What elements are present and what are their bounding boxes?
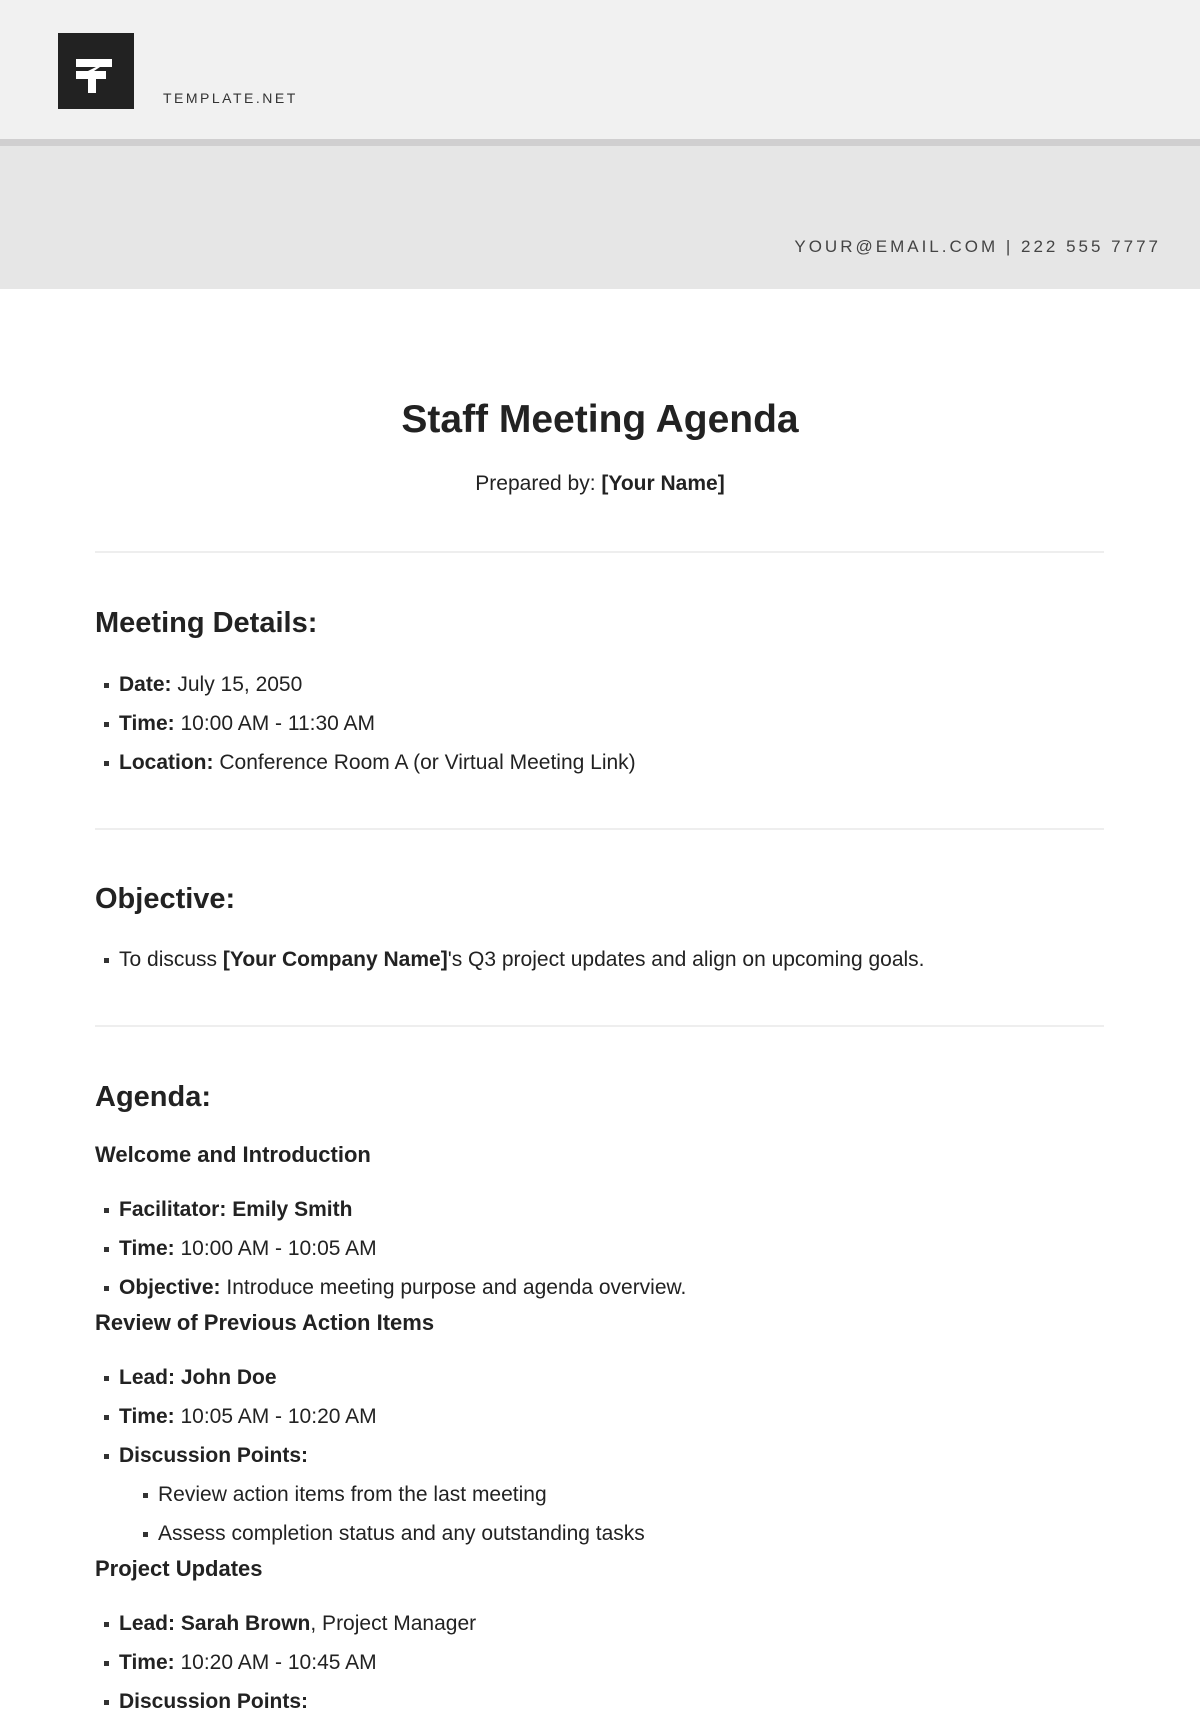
template-logo-icon [58, 33, 134, 109]
header-band [0, 146, 1200, 289]
list-item: Discussion Points: [104, 1436, 645, 1475]
list-item: Time: 10:20 AM - 10:45 AM [104, 1643, 476, 1682]
prepared-by [0, 472, 1200, 496]
list-item: Time: 10:00 AM - 10:05 AM [104, 1229, 686, 1268]
list-item: Objective: Introduce meeting purpose and agenda overview. [104, 1268, 686, 1307]
objective-list [104, 940, 925, 979]
agenda-section-list [104, 1604, 476, 1721]
list-item: Lead: Sarah Brown, Project Manager [104, 1604, 476, 1643]
list-item: Time: 10:05 AM - 10:20 AM [104, 1397, 645, 1436]
list-item: Location: Conference Room A (or Virtual Meeting Link) [104, 743, 636, 782]
brand-name: TEMPLATE.NET [163, 90, 298, 106]
list-item: To discuss [Your Company Name]'s Q3 project updates and align on upcoming goals. [104, 940, 925, 979]
sub-list-item: Assess completion status and any outstanding tasks [104, 1514, 645, 1553]
meeting-details-heading: Meeting Details: [95, 607, 318, 639]
prepared-value: [Your Name] [601, 472, 725, 495]
list-item: Time: 10:00 AM - 11:30 AM [104, 704, 636, 743]
meeting-details-list [104, 665, 636, 782]
objective-heading: Objective: [95, 883, 236, 915]
divider [95, 1025, 1104, 1027]
contact-info: YOUR@EMAIL.COM | 222 555 7777 [794, 237, 1161, 256]
list-item: Date: July 15, 2050 [104, 665, 636, 704]
agenda-heading: Agenda: [95, 1081, 211, 1113]
list-item: Lead: John Doe [104, 1358, 645, 1397]
agenda-section-title: Welcome and Introduction [95, 1142, 371, 1167]
divider [95, 551, 1104, 553]
header-top [0, 0, 1200, 139]
list-item: Facilitator: Emily Smith [104, 1190, 686, 1229]
sub-list-item: Review action items from the last meeting [104, 1475, 645, 1514]
divider [95, 828, 1104, 830]
agenda-section-title: Review of Previous Action Items [95, 1310, 435, 1335]
list-item: Discussion Points: [104, 1682, 476, 1721]
agenda-section-list [104, 1190, 686, 1307]
header-divider [0, 139, 1200, 146]
agenda-section-list [104, 1358, 645, 1553]
page-title: Staff Meeting Agenda [401, 398, 799, 441]
prepared-label: Prepared by: [475, 472, 596, 495]
agenda-section-title: Project Updates [95, 1556, 263, 1581]
